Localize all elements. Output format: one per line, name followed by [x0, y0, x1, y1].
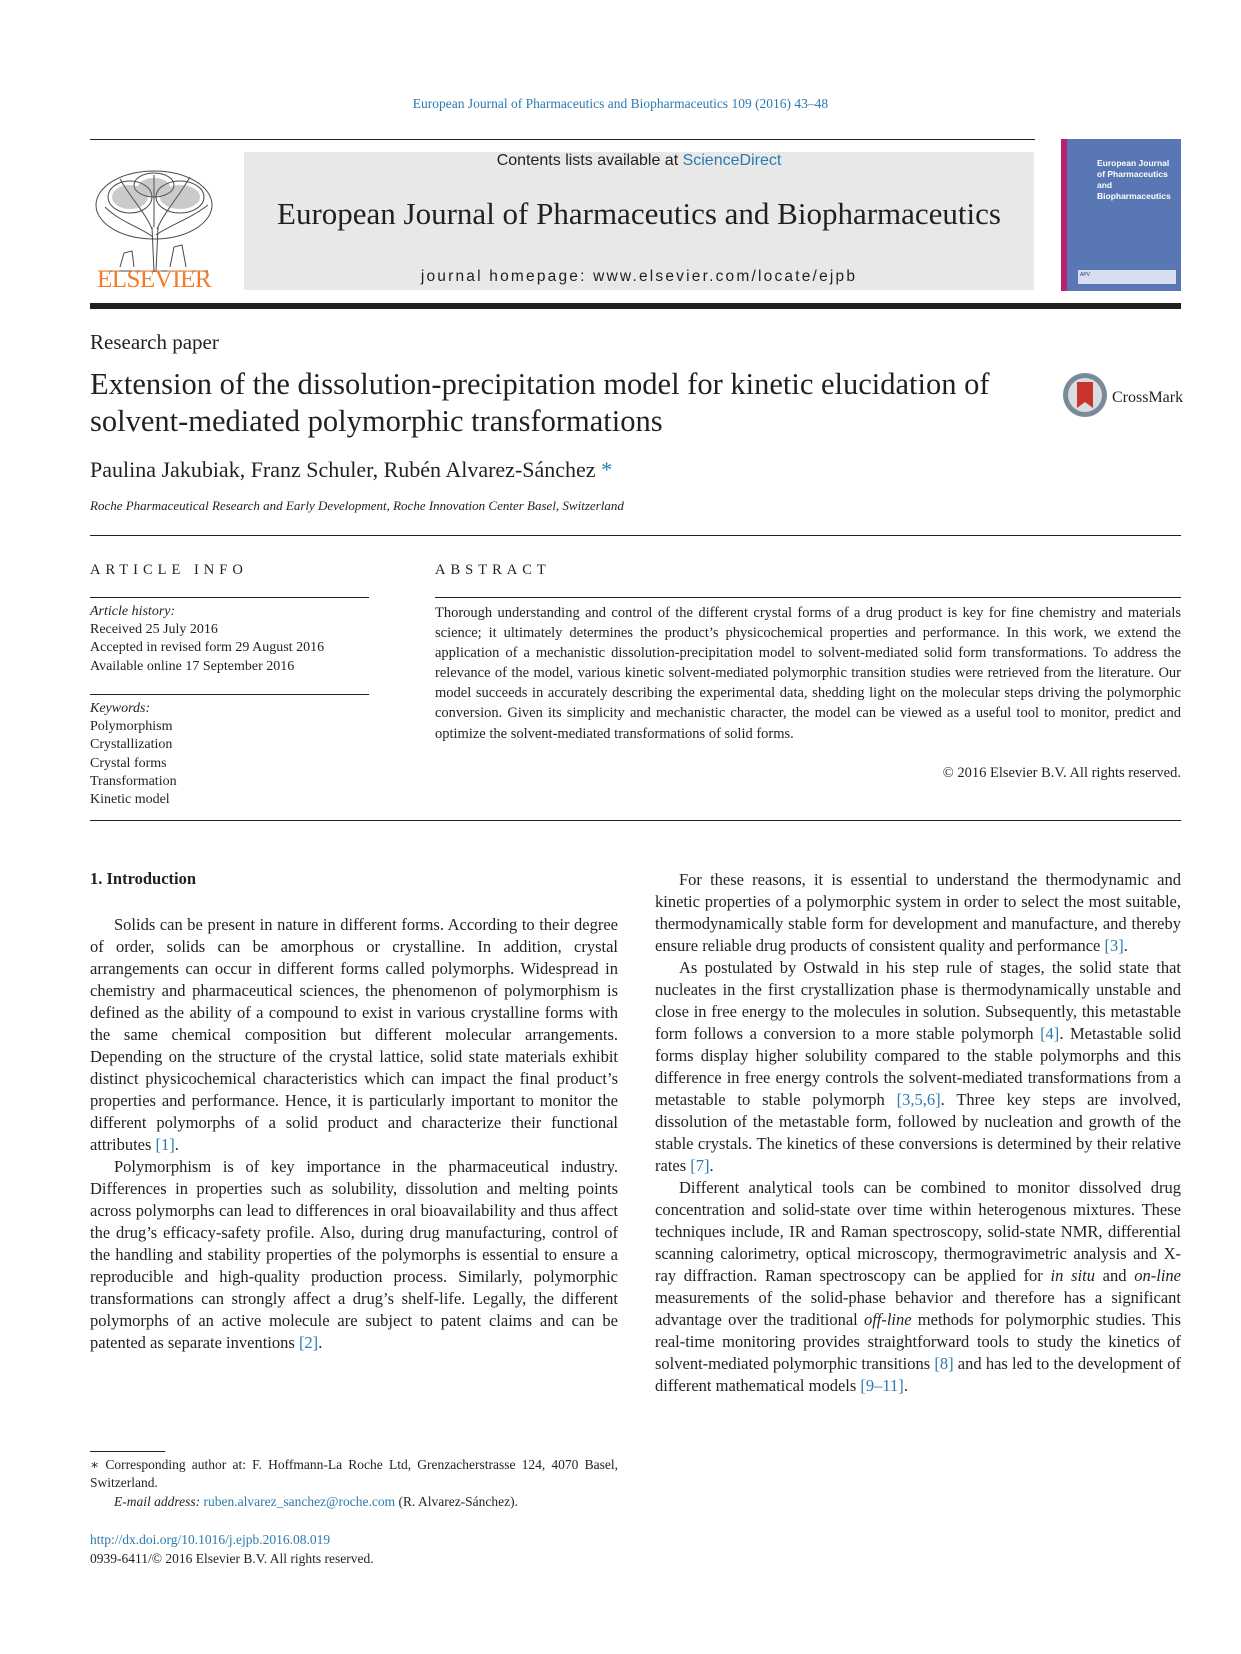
- paragraph: [655, 1177, 1181, 1397]
- crossmark-icon[interactable]: [1062, 372, 1108, 418]
- keyword-item: Polymorphism: [90, 719, 173, 735]
- journal-cover-footer: [1078, 270, 1176, 284]
- article-history: [90, 603, 369, 676]
- paragraph-text: For these reasons, it is essential to understand the thermodynamic and kinetic properties of a polymorphic system in order to select the most suitable, thermodynamically stable form for development and manufacture, and thereby ensure reliable drug products of consistent quality and performance: [655, 870, 1181, 955]
- citation-link[interactable]: [8]: [934, 1354, 954, 1373]
- paragraph-text: As postulated by Ostwald in his step rule of stages, the solid state that nucleates in the first crystallization phase is thermodynamically unstable and close in free energy to the molecules in solution. Subsequently, this metastable form follows a conversion to a more stable polymorph: [655, 958, 1181, 1043]
- article-title: Extension of the dissolution-precipitation model for kinetic elucidation of solvent-mediated polymorphic transformations: [90, 367, 990, 438]
- footnote-rule: [90, 1451, 165, 1452]
- paragraph: [90, 1156, 618, 1354]
- abstract-text: Thorough understanding and control of the different crystal forms of a drug product is key for fine chemistry and materials science; it ultimately determines the product’s physicochemical properties and performance. In this work, we extend the application of a mechanistic dissolution-precipitation model to solvent-mediated solid form transformations. To address the relevance of the model, various kinetic solvent-mediated polymorphic transition studies were retrieved from the literature. Our model succeeds in accurately describing the experimental data, shedding light on the molecular steps driving the polymorphic conversion. Given its simplicity and mechanistic character, the model can be viewed as a useful tool to monitor, predict and optimize the solvent-mediated transformations of solid forms.: [435, 605, 1181, 742]
- top-rule: [90, 139, 1035, 140]
- email-label: E-mail address:: [114, 1494, 204, 1509]
- keyword-item: Crystal forms: [90, 755, 167, 771]
- abstract-rule: [435, 597, 1181, 598]
- keyword-item: Crystallization: [90, 737, 173, 753]
- keywords-rule: [90, 694, 369, 695]
- accepted-date: Accepted in revised form 29 August 2016: [90, 640, 325, 656]
- masthead-rule: [90, 303, 1181, 309]
- journal-citation-link[interactable]: European Journal of Pharmaceutics and Biopharmaceutics 109 (2016) 43–48: [412, 96, 829, 111]
- paragraph: [655, 957, 1181, 1177]
- abstract-copyright: © 2016 Elsevier B.V. All rights reserved.: [942, 765, 1181, 781]
- journal-cover-strip: [1061, 139, 1067, 291]
- history-label: Article history:: [90, 604, 176, 619]
- paragraph: [655, 869, 1181, 957]
- paragraph-text: Polymorphism is of key importance in the pharmaceutical industry. Differences in properties such as solubility, dissolution and melting points across polymorphs can lead to differences in oral bioavailability and thus affect the drug’s efficacy-safety profile. Also, during drug manufacturing, control of the handling and stability properties of the polymorphs is essential to ensure a reproducible and high-quality production process. Similarly, polymorphic transformations can strongly affect a drug’s shelf-life. Legally, the different polymorphs of an active molecule are subject to patent claims and can be patented as separate inventions: [90, 1157, 618, 1352]
- paragraph-text: measurements of the solid-phase behavior and therefore has a significant advantage over the traditional: [655, 1288, 1181, 1329]
- author-list: [90, 457, 612, 483]
- received-date: Received 25 July 2016: [90, 622, 218, 638]
- citation-link[interactable]: [4]: [1040, 1024, 1060, 1043]
- divider-rule: [90, 820, 1181, 821]
- paragraph-text: Different analytical tools can be combined to monitor dissolved drug concentration and solid-state over time within heterogenous mixtures. These techniques include, IR and Raman spectroscopy, solid-state NMR, differential scanning calorimetry, optical microscopy, thermogravimetric analysis and X-ray diffraction. Raman spectroscopy can be applied for: [655, 1178, 1181, 1285]
- elsevier-wordmark: ELSEVIER: [96, 266, 212, 293]
- keywords: [90, 700, 369, 809]
- paragraph-text: methods for polymorphic studies. This real-time monitoring provides straightforward tools to study the kinetics of solvent-mediated polymorphic transitions: [655, 1310, 1182, 1373]
- paragraph-end: .: [174, 1135, 179, 1154]
- divider-rule: [90, 535, 1181, 536]
- article-info-heading: ARTICLE INFO: [90, 562, 248, 578]
- paragraph-text: Solids can be present in nature in different forms. According to their degree of order, solids can be amorphous or crystalline. In addition, crystal arrangements can occur in different forms called polymorphs. Widespread in chemistry and pharmaceutical sciences, the phenomenon of polymorphism is defined as the ability of a compound to exist in various crystalline forms with the same chemical composition but different molecular arrangements. Depending on the structure of the crystal lattice, solid state materials exhibit distinct physicochemical characteristics which can impact the final product’s properties and performance. Hence, it is particularly important to monitor the different polymorphs of a solid product and characterize their functional attributes: [90, 915, 618, 1154]
- contents-line: [244, 152, 1034, 170]
- paragraph: [90, 914, 618, 1156]
- email-footnote: [114, 1494, 518, 1510]
- paragraph-text: and has led to the development of different mathematical models: [655, 1354, 1182, 1395]
- online-date: Available online 17 September 2016: [90, 658, 295, 674]
- body-column-left: [90, 914, 618, 1354]
- article-info-rule: [90, 597, 369, 598]
- section-heading-introduction: 1. Introduction: [90, 869, 197, 888]
- doi-link[interactable]: http://dx.doi.org/10.1016/j.ejpb.2016.08.019: [90, 1532, 331, 1547]
- citation-link[interactable]: [7]: [690, 1156, 710, 1175]
- citation-link[interactable]: [3]: [1104, 936, 1124, 955]
- citation-link[interactable]: [9–11]: [860, 1376, 904, 1395]
- emphasis: in situ: [1050, 1266, 1095, 1285]
- emphasis: on-line: [1134, 1266, 1181, 1285]
- corresponding-author-mark[interactable]: *: [595, 457, 613, 482]
- contents-prefix: Contents lists available at: [496, 152, 683, 169]
- email-suffix: (R. Alvarez-Sánchez).: [395, 1494, 519, 1509]
- body-column-right: [655, 869, 1181, 1397]
- keywords-label: Keywords:: [90, 701, 151, 716]
- citation-link[interactable]: [3,5,6]: [896, 1090, 941, 1109]
- journal-cover-title: European Journal of Pharmaceutics and Biopharmaceutics: [1097, 158, 1171, 201]
- keyword-item: Transformation: [90, 773, 177, 789]
- paragraph-end: .: [1123, 936, 1128, 955]
- journal-cover-footer-logo: APV: [1080, 272, 1091, 278]
- emphasis: off-line: [863, 1310, 912, 1329]
- email-link[interactable]: ruben.alvarez_sanchez@roche.com: [203, 1494, 396, 1509]
- paragraph-text: and: [1094, 1266, 1135, 1285]
- sciencedirect-link[interactable]: ScienceDirect: [682, 152, 782, 169]
- citation-link[interactable]: [1]: [155, 1135, 175, 1154]
- crossmark-label[interactable]: CrossMark: [1112, 389, 1184, 406]
- authors-names: Paulina Jakubiak, Franz Schuler, Rubén Alvarez-Sánchez: [90, 457, 596, 482]
- issn-copyright: 0939-6411/© 2016 Elsevier B.V. All rights reserved.: [90, 1551, 374, 1566]
- journal-homepage-link[interactable]: journal homepage: www.elsevier.com/locate/ejpb: [420, 268, 858, 285]
- paragraph-end: .: [318, 1333, 323, 1352]
- journal-title: European Journal of Pharmaceutics and Biopharmaceutics: [277, 196, 1001, 231]
- abstract-heading: ABSTRACT: [435, 562, 551, 578]
- keyword-item: Kinetic model: [90, 792, 170, 808]
- citation-link[interactable]: [2]: [298, 1333, 319, 1352]
- corresponding-author-footnote: ∗ Corresponding author at: F. Hoffmann-La Roche Ltd, Grenzacherstrasse 124, 4070 Basel, Switzerland.: [90, 1457, 618, 1490]
- article-type: Research paper: [90, 330, 219, 354]
- paragraph-end: .: [709, 1156, 714, 1175]
- paragraph-text: . Metastable solid forms display higher solubility compared to the stable polymorphs and this difference in free energy controls the solvent-mediated transformations from a metastable to stable polymorph: [655, 1024, 1181, 1109]
- paragraph-text: . Three key steps are involved, dissolution of the metastable form, followed by nucleation and growth of the stable crystals. The kinetics of these conversions is determined by their relative rates: [655, 1090, 1181, 1175]
- affiliation: Roche Pharmaceutical Research and Early Development, Roche Innovation Center Basel, Switzerland: [90, 498, 624, 513]
- paragraph-end: .: [903, 1376, 908, 1395]
